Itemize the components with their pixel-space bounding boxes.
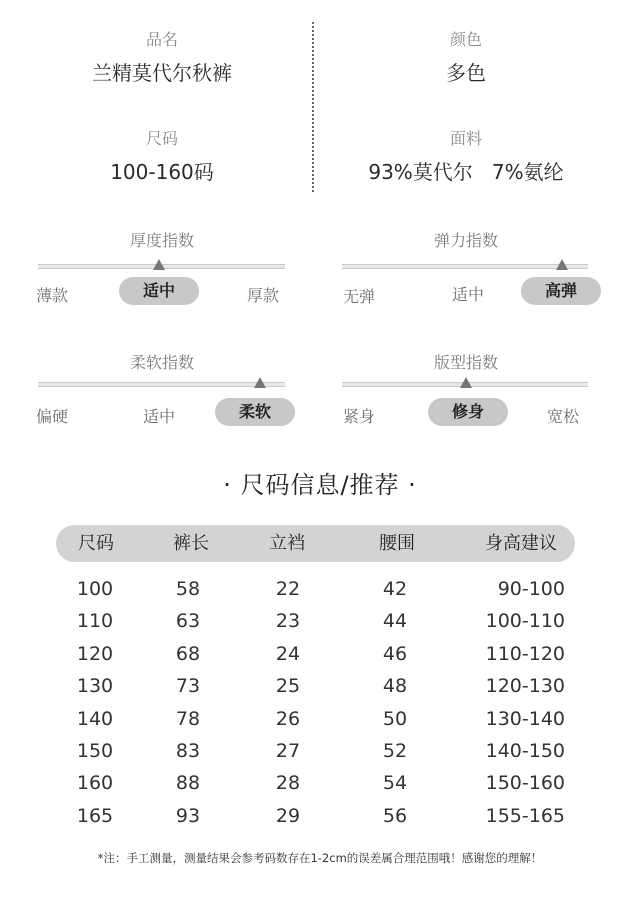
- thickness-option-thin: 薄款: [36, 286, 69, 305]
- table-cell: 25: [275, 675, 301, 698]
- softness-option-medium: 适中: [143, 407, 176, 426]
- elasticity-scale-title: 弹力指数: [433, 231, 498, 250]
- size-label: 尺码: [145, 129, 178, 148]
- table-cell: 93: [175, 804, 201, 827]
- table-cell: 120: [76, 642, 114, 665]
- size-section-title: · 尺码信息/推荐 ·: [223, 471, 417, 499]
- table-cell: 120-130: [485, 675, 565, 698]
- table-cell: 140: [76, 707, 114, 730]
- table-cell: 68: [175, 642, 201, 665]
- table-cell: 83: [175, 740, 201, 762]
- measurement-note: *注：手工测量，测量结果会参考码数存在1-2cm的误差属合理范围哦！感谢您的理解！: [97, 851, 543, 865]
- elasticity-marker-icon: [556, 259, 568, 270]
- table-cell: 27: [275, 740, 301, 762]
- table-cell: 130-140: [485, 707, 565, 730]
- fit-option-slim-selected: 修身: [428, 398, 508, 426]
- table-cell: 88: [175, 772, 201, 795]
- table-cell: 130: [76, 675, 114, 698]
- table-cell: 63: [175, 610, 201, 633]
- table-cell: 90-100: [497, 578, 565, 600]
- product-name-label: 品名: [145, 30, 178, 49]
- table-cell: 46: [382, 642, 408, 665]
- table-cell: 23: [275, 610, 301, 633]
- header-pants-length: 裤长: [173, 533, 209, 554]
- table-cell: 44: [382, 610, 408, 633]
- product-name-value: 兰精莫代尔秋裤: [92, 61, 232, 85]
- softness-option-hard: 偏硬: [36, 407, 69, 426]
- table-cell: 165: [76, 804, 114, 827]
- table-cell: 155-165: [485, 804, 565, 827]
- thickness-scale-title: 厚度指数: [129, 231, 194, 250]
- fit-scale-title: 版型指数: [433, 353, 498, 372]
- table-cell: 56: [382, 804, 408, 827]
- fabric-value: 93%莫代尔 7%氨纶: [368, 160, 564, 184]
- table-cell: 24: [275, 642, 301, 665]
- table-cell: 150: [76, 740, 114, 762]
- table-cell: 58: [175, 578, 201, 600]
- table-cell: 48: [382, 675, 408, 698]
- elasticity-option-high-selected: 高弹: [521, 277, 601, 305]
- thickness-option-medium-selected: 适中: [119, 277, 199, 305]
- table-cell: 100-110: [485, 610, 565, 633]
- table-cell: 29: [275, 804, 301, 827]
- elasticity-option-medium: 适中: [452, 285, 485, 304]
- vertical-divider: [312, 22, 314, 192]
- softness-marker-icon: [254, 377, 266, 388]
- table-cell: 78: [175, 707, 201, 730]
- softness-scale-track: [38, 382, 285, 387]
- table-cell: 110-120: [485, 642, 565, 665]
- fit-option-tight: 紧身: [343, 407, 376, 426]
- elasticity-option-none: 无弹: [343, 287, 376, 306]
- softness-option-soft-selected: 柔软: [215, 398, 295, 426]
- table-cell: 26: [275, 707, 301, 730]
- table-cell: 150-160: [485, 772, 565, 795]
- table-cell: 140-150: [485, 740, 565, 762]
- softness-scale-title: 柔软指数: [129, 353, 194, 372]
- table-cell: 54: [382, 772, 408, 795]
- table-cell: 42: [382, 578, 408, 600]
- fabric-label: 面料: [449, 129, 482, 148]
- thickness-marker-icon: [153, 259, 165, 270]
- table-cell: 22: [275, 578, 301, 600]
- elasticity-scale-track: [342, 264, 588, 269]
- size-value: 100-160码: [110, 160, 214, 184]
- color-value: 多色: [446, 61, 486, 85]
- table-cell: 50: [382, 707, 408, 730]
- table-cell: 52: [382, 740, 408, 762]
- fit-marker-icon: [460, 377, 472, 388]
- table-cell: 110: [76, 610, 114, 633]
- header-rise: 立裆: [269, 533, 305, 554]
- header-height-suggestion: 身高建议: [485, 533, 557, 554]
- color-label: 颜色: [449, 30, 482, 49]
- header-size: 尺码: [78, 533, 114, 554]
- size-table-header: [56, 525, 575, 562]
- table-cell: 160: [76, 772, 114, 795]
- table-cell: 100: [76, 578, 114, 600]
- table-cell: 28: [275, 772, 301, 795]
- fit-option-loose: 宽松: [547, 407, 580, 426]
- table-cell: 73: [175, 675, 201, 698]
- header-waist: 腰围: [379, 533, 415, 554]
- thickness-option-thick: 厚款: [247, 286, 280, 305]
